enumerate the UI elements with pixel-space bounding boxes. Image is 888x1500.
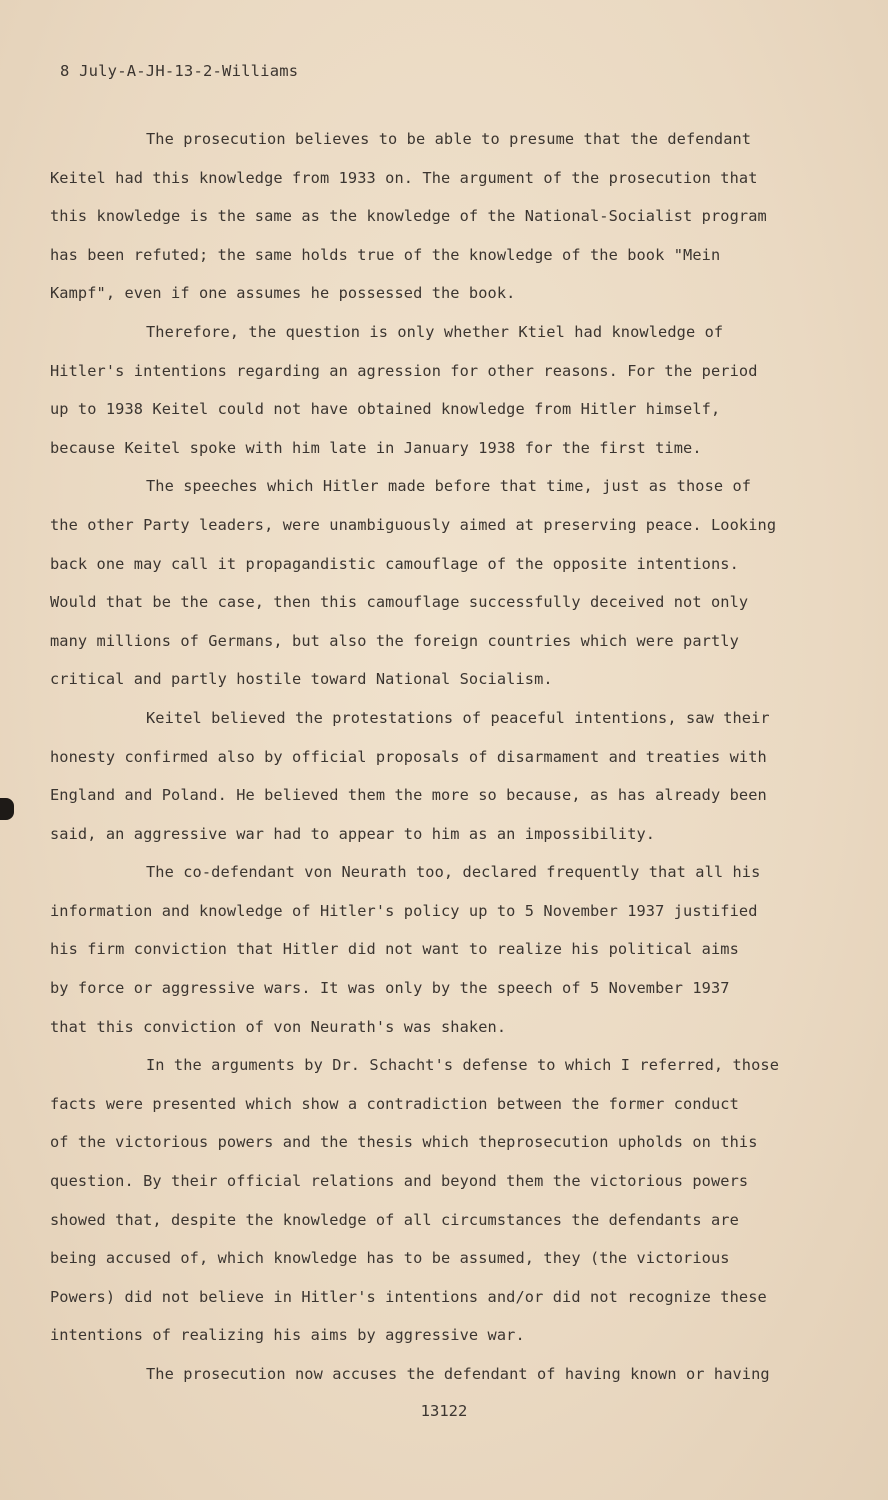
text-line: Hitler's intentions regarding an agression for other reasons. For the period (50, 361, 758, 380)
text-line: his firm conviction that Hitler did not want to realize his political aims (50, 940, 739, 959)
text-line: critical and partly hostile toward National Socialism. (50, 670, 553, 689)
text-line: honesty confirmed also by official proposals of disarmament and treaties with (50, 747, 767, 766)
text-line: back one may call it propagandistic camouflage of the opposite intentions. (50, 554, 739, 573)
text-line: by force or aggressive wars. It was only by the speech of 5 November 1937 (50, 979, 730, 998)
text-line: question. By their official relations and beyond them the victorious powers (50, 1172, 749, 1191)
text-line: Keitel had this knowledge from 1933 on. The argument of the prosecution that (50, 168, 758, 187)
text-line: intentions of realizing his aims by aggressive war. (50, 1326, 525, 1345)
text-line: this knowledge is the same as the knowledge of the National-Socialist program (50, 207, 767, 226)
text-line: that this conviction of von Neurath's was shaken. (50, 1017, 507, 1036)
text-line: England and Poland. He believed them the more so because, as has already been (50, 786, 767, 805)
text-line: In the arguments by Dr. Schacht's defense to which I referred, those (146, 1056, 780, 1075)
text-line: many millions of Germans, but also the foreign countries which were partly (50, 631, 739, 650)
paragraph-4 (50, 699, 810, 853)
text-line: Would that be the case, then this camouflage successfully deceived not only (50, 593, 749, 612)
text-line: information and knowledge of Hitler's policy up to 5 November 1937 justified (50, 901, 758, 920)
document-header: 8 July-A-JH-13-2-Williams (60, 62, 299, 80)
binder-hole-mark (0, 798, 14, 820)
text-line: of the victorious powers and the thesis which theprosecution upholds on this (50, 1133, 758, 1152)
text-line: Powers) did not believe in Hitler's intentions and/or did not recognize these (50, 1287, 767, 1306)
paragraph-6 (50, 1046, 810, 1355)
text-line: Kampf", even if one assumes he possessed the book. (50, 284, 516, 303)
paragraph-7 (50, 1355, 810, 1394)
paragraph-1 (50, 120, 810, 313)
text-line: said, an aggressive war had to appear to him as an impossibility. (50, 824, 656, 843)
page-number: 13122 (420, 1402, 468, 1420)
paragraph-5 (50, 853, 810, 1046)
text-line: facts were presented which show a contradiction between the former conduct (50, 1094, 739, 1113)
text-line: being accused of, which knowledge has to be assumed, they (the victorious (50, 1249, 730, 1268)
text-line: up to 1938 Keitel could not have obtained knowledge from Hitler himself, (50, 400, 721, 419)
paragraph-3 (50, 467, 810, 699)
text-line: because Keitel spoke with him late in January 1938 for the first time. (50, 438, 702, 457)
text-line: Therefore, the question is only whether Ktiel had knowledge of (146, 322, 724, 341)
paragraph-2 (50, 313, 810, 467)
text-line: The co-defendant von Neurath too, declared frequently that all his (146, 863, 761, 882)
text-line: The speeches which Hitler made before that time, just as those of (146, 477, 752, 496)
text-line: showed that, despite the knowledge of all circumstances the defendants are (50, 1210, 739, 1229)
text-line: the other Party leaders, were unambiguously aimed at preserving peace. Looking (50, 515, 777, 534)
text-line: The prosecution now accuses the defendant of having known or having (146, 1365, 770, 1383)
text-line: Keitel believed the protestations of peaceful intentions, saw their (146, 708, 770, 727)
document-body (50, 120, 810, 1394)
text-line: has been refuted; the same holds true of the knowledge of the book "Mein (50, 245, 721, 264)
text-line: The prosecution believes to be able to presume that the defendant (146, 130, 752, 148)
